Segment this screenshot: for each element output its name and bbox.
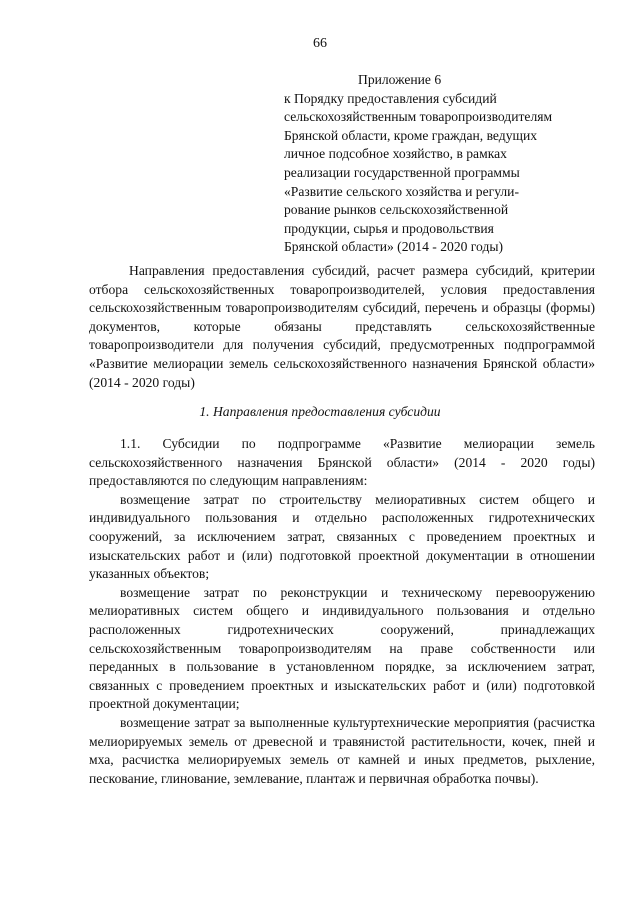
appendix-line: к Порядку предоставления субсидий: [284, 90, 497, 106]
paragraph: возмещение затрат по реконструкции и техническому перевооружению мелиоративных систем общего и индивидуального пользования и отдельно расположенных гидротехнических сооружений, принадлежащих сельскохозяйственным товаропроизводителям на праве собственности или переданных в пользование в установленном порядке, за исключением затрат, связанных с проведением проектных и изыскательских работ и (или) подготовкой проектной документации;: [89, 584, 595, 712]
appendix-line: продукции, сырья и продовольствия: [284, 220, 494, 236]
appendix-line: Брянской области, кроме граждан, ведущих: [284, 127, 538, 143]
appendix-line: «Развитие сельского хозяйства и регули-: [284, 183, 519, 199]
document-title: Направления предоставления субсидий, расчет размера субсидий, критерии отбора сельскохозяйственных товаропроизводителей, условия предоставления сельскохозяйственным товаропроизводителям субсидий, перечень и образцы (формы) документов, которые обязаны представлять сельскохозяйственные товаропроизводители для получения субсидий, предусмотренных подпрограммой «Развитие мелиорации земель сельскохозяйственного назначения Брянской области» (2014 - 2020 годы): [89, 263, 595, 390]
section-heading: 1. Направления предоставления субсидии: [199, 404, 441, 419]
page-number: 66: [313, 36, 327, 51]
paragraph: возмещение затрат за выполненные культуртехнические мероприятия (расчистка мелиорируемых земель от древесной и травянистой растительности, кочек, пней и мха, расчистка мелиорируемых земель от камней и иных предметов, рыхление, пескование, глинование, землевание, плантаж и первичная обработка почвы).: [89, 714, 595, 786]
appendix-line: личное подсобное хозяйство, в рамках: [284, 146, 507, 162]
appendix-line: реализации государственной программы: [284, 164, 520, 180]
appendix-line: Брянской области» (2014 - 2020 годы): [284, 239, 504, 255]
appendix-line: рование рынков сельскохозяйственной: [284, 202, 509, 218]
appendix-heading: Приложение 6: [358, 72, 442, 87]
appendix-line: сельскохозяйственным товаропроизводителям: [284, 109, 553, 125]
paragraph: 1.1. Субсидии по подпрограмме «Развитие мелиорации земель сельскохозяйственного назначения Брянской области» (2014 - 2020 годы) предоставляются по следующим направлениям:: [89, 436, 595, 489]
appendix-block: [284, 71, 592, 257]
document-body: [89, 435, 595, 788]
paragraph: возмещение затрат по строительству мелиоративных систем общего и индивидуального пользования и отдельно расположенных гидротехнических сооружений, за исключением затрат, связанных с проведением проектных и изыскательских работ и (или) подготовкой проектной документации в отношении указанных объектов;: [89, 491, 595, 582]
